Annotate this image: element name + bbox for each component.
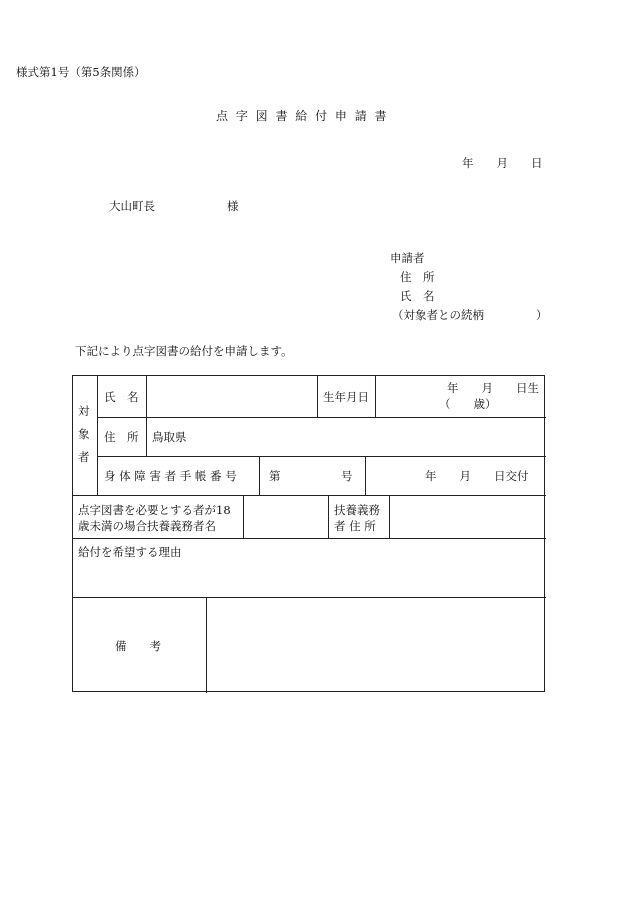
addressee-name: 大山町長 bbox=[109, 199, 155, 213]
target-label-3: 者 bbox=[78, 450, 90, 464]
col-divider bbox=[389, 495, 390, 538]
col-divider bbox=[146, 376, 147, 456]
dob-value-line1: 年 月 日生 bbox=[447, 381, 539, 395]
reason-label: 給付を希望する理由 bbox=[78, 545, 182, 559]
intro-text: 下記により点字図書の給付を申請します。 bbox=[75, 344, 293, 358]
target-label-2: 象 bbox=[78, 427, 90, 441]
handbook-number-prefix: 第 bbox=[269, 469, 281, 483]
row-divider bbox=[73, 597, 546, 598]
dob-value-line2: （ 歳） bbox=[439, 397, 497, 411]
row-divider bbox=[73, 538, 546, 539]
col-divider bbox=[317, 376, 318, 417]
col-divider bbox=[375, 376, 376, 417]
applicant-relation-close: ） bbox=[536, 308, 548, 322]
applicant-address-label: 住 所 bbox=[400, 270, 435, 284]
guardian-address-label-line2: 者 住 所 bbox=[334, 519, 376, 533]
addressee-honorific: 様 bbox=[227, 199, 239, 213]
applicant-label: 申請者 bbox=[390, 251, 425, 265]
form-title: 点 字 図 書 給 付 申 請 書 bbox=[216, 109, 389, 123]
applicant-relation-label: （対象者との続柄 bbox=[392, 308, 484, 322]
name-label: 氏 名 bbox=[104, 390, 139, 404]
col-divider bbox=[328, 495, 329, 538]
application-date: 年 月 日 bbox=[462, 156, 543, 170]
row-divider bbox=[97, 417, 546, 418]
dob-label: 生年月日 bbox=[323, 390, 369, 404]
guardian-address-label-line1: 扶養義務 bbox=[334, 503, 380, 517]
guardian-label-line2: 歳未満の場合扶養義務者名 bbox=[78, 519, 216, 533]
col-divider bbox=[259, 456, 260, 495]
remarks-label: 備 考 bbox=[115, 639, 161, 653]
application-form-table bbox=[72, 375, 545, 692]
address-value: 鳥取県 bbox=[152, 430, 187, 444]
handbook-label: 身 体 障 害 者 手 帳 番 号 bbox=[104, 469, 237, 483]
target-label-1: 対 bbox=[78, 404, 90, 418]
row-divider bbox=[73, 495, 546, 496]
col-divider bbox=[206, 597, 207, 693]
address-label: 住 所 bbox=[104, 430, 139, 444]
guardian-label-line1: 点字図書を必要とする者が18 bbox=[78, 503, 231, 517]
col-divider bbox=[97, 376, 98, 495]
col-divider bbox=[243, 495, 244, 538]
handbook-number-suffix: 号 bbox=[341, 469, 353, 483]
col-divider bbox=[365, 456, 366, 495]
form-number: 様式第1号（第5条関係） bbox=[16, 65, 146, 79]
row-divider bbox=[97, 456, 546, 457]
handbook-issue-date: 年 月 日交付 bbox=[425, 469, 529, 483]
applicant-name-label: 氏 名 bbox=[400, 289, 435, 303]
